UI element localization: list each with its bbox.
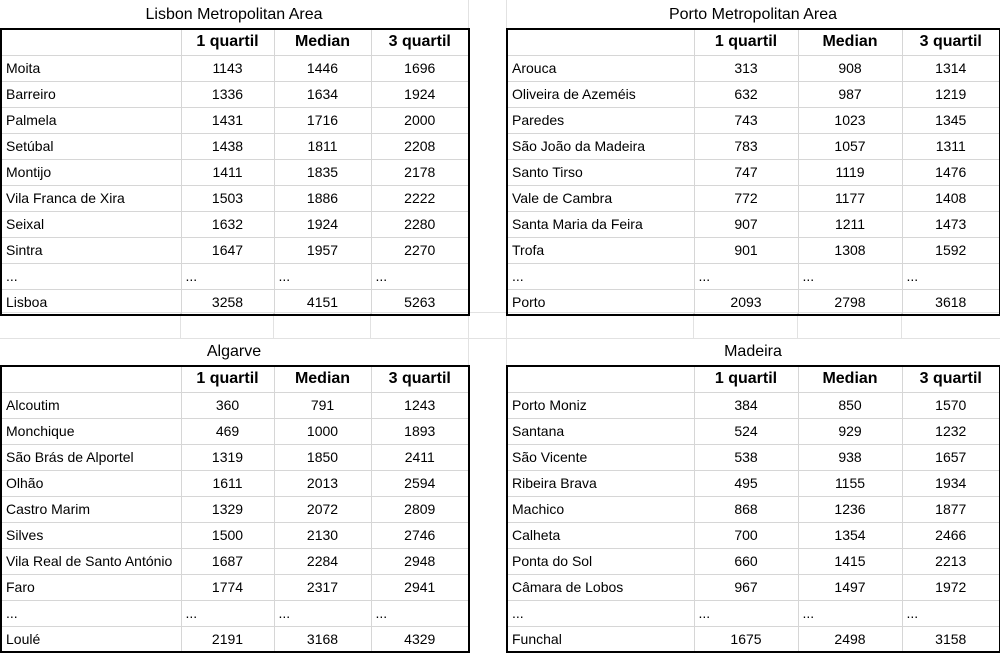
header-cell-empty <box>1 366 181 392</box>
value-cell: 1319 <box>181 444 274 470</box>
municipality-cell: Calheta <box>507 522 694 548</box>
value-cell: 660 <box>694 548 798 574</box>
municipality-cell: Seixal <box>1 211 181 237</box>
municipality-cell: Palmela <box>1 107 181 133</box>
value-cell: 1476 <box>902 159 1000 185</box>
value-cell: 1500 <box>181 522 274 548</box>
value-cell: 747 <box>694 159 798 185</box>
table-row <box>507 237 1000 263</box>
value-cell: ... <box>371 600 469 626</box>
table-row <box>507 107 1000 133</box>
header-cell-empty <box>507 366 694 392</box>
value-cell: 313 <box>694 55 798 81</box>
value-cell: 2208 <box>371 133 469 159</box>
value-cell: 1687 <box>181 548 274 574</box>
table-row <box>507 289 1000 315</box>
table-row <box>1 133 469 159</box>
value-cell: 2191 <box>181 626 274 652</box>
header-cell: 3 quartil <box>902 29 1000 55</box>
value-cell: 907 <box>694 211 798 237</box>
municipality-cell: Setúbal <box>1 133 181 159</box>
municipality-cell: ... <box>1 600 181 626</box>
value-cell: 1311 <box>902 133 1000 159</box>
value-cell: 2798 <box>798 289 902 315</box>
table-row <box>1 418 469 444</box>
value-cell: 1119 <box>798 159 902 185</box>
value-cell: 1774 <box>181 574 274 600</box>
header-cell-empty <box>1 29 181 55</box>
value-cell: 791 <box>274 392 371 418</box>
value-cell: 1877 <box>902 496 1000 522</box>
municipality-cell: Alcoutim <box>1 392 181 418</box>
value-cell: 4151 <box>274 289 371 315</box>
table-row <box>1 55 469 81</box>
municipality-cell: Ponta do Sol <box>507 548 694 574</box>
municipality-cell: Silves <box>1 522 181 548</box>
value-cell: 469 <box>181 418 274 444</box>
municipality-cell: Moita <box>1 55 181 81</box>
value-cell: 384 <box>694 392 798 418</box>
table-row <box>507 392 1000 418</box>
value-cell: 2280 <box>371 211 469 237</box>
value-cell: 2013 <box>274 470 371 496</box>
table-row <box>1 392 469 418</box>
table-row <box>507 574 1000 600</box>
value-cell: 1314 <box>902 55 1000 81</box>
municipality-cell: Paredes <box>507 107 694 133</box>
value-cell: ... <box>274 600 371 626</box>
header-cell: 3 quartil <box>902 366 1000 392</box>
municipality-cell: São João da Madeira <box>507 133 694 159</box>
value-cell: 1957 <box>274 237 371 263</box>
table-row <box>1 548 469 574</box>
table-row <box>1 263 469 289</box>
value-cell: 5263 <box>404 293 436 310</box>
value-cell: 538 <box>694 444 798 470</box>
value-cell: 1000 <box>274 418 371 444</box>
table-row <box>507 522 1000 548</box>
table-row <box>507 444 1000 470</box>
value-cell: ... <box>902 263 1000 289</box>
value-cell: 2000 <box>371 107 469 133</box>
value-cell: 2213 <box>902 548 1000 574</box>
value-cell: 3168 <box>274 626 371 652</box>
header-cell: Median <box>274 29 371 55</box>
value-cell: 2809 <box>371 496 469 522</box>
table-row <box>1 237 469 263</box>
value-cell: 3618 <box>935 293 967 310</box>
value-cell: 360 <box>181 392 274 418</box>
value-cell: 850 <box>798 392 902 418</box>
value-cell: 3258 <box>181 289 274 315</box>
value-cell: 1023 <box>798 107 902 133</box>
value-cell: 1972 <box>902 574 1000 600</box>
value-cell: 1657 <box>902 444 1000 470</box>
municipality-cell: Funchal <box>507 626 694 652</box>
value-cell: ... <box>181 263 274 289</box>
value-cell: 1345 <box>902 107 1000 133</box>
data-table <box>0 28 470 316</box>
value-cell: 868 <box>694 496 798 522</box>
value-cell: 1473 <box>902 211 1000 237</box>
value-cell: 1592 <box>902 237 1000 263</box>
municipality-cell: Oliveira de Azeméis <box>507 81 694 107</box>
table-title: Lisbon Metropolitan Area <box>145 6 323 23</box>
value-cell: 1143 <box>181 55 274 81</box>
value-cell: ... <box>694 263 798 289</box>
value-cell: ... <box>798 600 902 626</box>
municipality-cell: Santo Tirso <box>507 159 694 185</box>
value-cell: 987 <box>798 81 902 107</box>
header-cell: 3 quartil <box>371 29 469 55</box>
value-cell: 929 <box>798 418 902 444</box>
table-row <box>1 444 469 470</box>
value-cell: ... <box>371 263 469 289</box>
value-cell: 1236 <box>798 496 902 522</box>
value-cell: 1924 <box>371 81 469 107</box>
value-cell: 743 <box>694 107 798 133</box>
value-cell: 2093 <box>694 289 798 315</box>
value-cell: 1696 <box>371 55 469 81</box>
value-cell: 4329 <box>404 630 436 647</box>
table-header-row <box>507 366 1000 392</box>
table-row <box>1 496 469 522</box>
value-cell: 1336 <box>181 81 274 107</box>
value-cell: 1934 <box>902 470 1000 496</box>
table-header-row <box>1 29 469 55</box>
value-cell: 1716 <box>274 107 371 133</box>
value-cell: 1570 <box>902 392 1000 418</box>
value-cell: 1415 <box>798 548 902 574</box>
table-row <box>507 185 1000 211</box>
municipality-cell: Lisboa <box>1 289 181 315</box>
table-title: Madeira <box>724 343 782 360</box>
table-row <box>1 574 469 600</box>
value-cell: 2222 <box>371 185 469 211</box>
municipality-cell: Ribeira Brava <box>507 470 694 496</box>
value-cell: 2317 <box>274 574 371 600</box>
value-cell: 1408 <box>902 185 1000 211</box>
table-row <box>507 133 1000 159</box>
table-row <box>507 159 1000 185</box>
municipality-cell: Vale de Cambra <box>507 185 694 211</box>
value-cell: 1893 <box>371 418 469 444</box>
value-cell: 1211 <box>798 211 902 237</box>
municipality-cell: São Brás de Alportel <box>1 444 181 470</box>
value-cell: 2284 <box>274 548 371 574</box>
header-cell: 1 quartil <box>694 29 798 55</box>
table-header-row <box>507 29 1000 55</box>
header-cell: Median <box>798 29 902 55</box>
municipality-cell: Trofa <box>507 237 694 263</box>
value-cell: 1308 <box>798 237 902 263</box>
table-row <box>1 211 469 237</box>
value-cell: 1850 <box>274 444 371 470</box>
municipality-cell: Monchique <box>1 418 181 444</box>
municipality-cell: Loulé <box>1 626 181 652</box>
value-cell: 1243 <box>371 392 469 418</box>
value-cell: 2498 <box>798 626 902 652</box>
header-cell: 1 quartil <box>694 366 798 392</box>
value-cell: 938 <box>798 444 902 470</box>
value-cell: 772 <box>694 185 798 211</box>
table-row <box>507 496 1000 522</box>
value-cell: 1497 <box>798 574 902 600</box>
municipality-cell: Porto <box>507 289 694 315</box>
table-row <box>1 289 469 315</box>
value-cell: 2594 <box>371 470 469 496</box>
value-cell: 1835 <box>274 159 371 185</box>
value-cell: 2178 <box>371 159 469 185</box>
data-table <box>0 365 470 653</box>
value-cell: 700 <box>694 522 798 548</box>
table-title: Algarve <box>206 343 262 360</box>
value-cell: 1057 <box>798 133 902 159</box>
table-row <box>1 159 469 185</box>
table-row <box>1 81 469 107</box>
table-row <box>1 522 469 548</box>
value-cell: 1431 <box>181 107 274 133</box>
municipality-cell: Faro <box>1 574 181 600</box>
municipality-cell: Santana <box>507 418 694 444</box>
value-cell: 1634 <box>274 81 371 107</box>
value-cell: 2130 <box>274 522 371 548</box>
header-cell: Median <box>798 366 902 392</box>
value-cell: 1329 <box>181 496 274 522</box>
header-cell: Median <box>274 366 371 392</box>
municipality-cell: ... <box>507 263 694 289</box>
municipality-cell: Câmara de Lobos <box>507 574 694 600</box>
table-row <box>507 600 1000 626</box>
value-cell: 2948 <box>371 548 469 574</box>
data-table <box>506 28 1000 316</box>
value-cell: 1647 <box>181 237 274 263</box>
header-cell: 1 quartil <box>181 29 274 55</box>
municipality-cell: ... <box>507 600 694 626</box>
table-row <box>507 55 1000 81</box>
value-cell: 3158 <box>935 630 967 647</box>
municipality-cell: Santa Maria da Feira <box>507 211 694 237</box>
value-cell: 1446 <box>274 55 371 81</box>
value-cell: ... <box>274 263 371 289</box>
table-row <box>1 470 469 496</box>
municipality-cell: Sintra <box>1 237 181 263</box>
value-cell: 1632 <box>181 211 274 237</box>
value-cell: 1219 <box>902 81 1000 107</box>
value-cell: 1886 <box>274 185 371 211</box>
value-cell: ... <box>902 600 1000 626</box>
value-cell: 632 <box>694 81 798 107</box>
table-row <box>1 626 469 652</box>
value-cell: 901 <box>694 237 798 263</box>
municipality-cell: Olhão <box>1 470 181 496</box>
table-row <box>507 81 1000 107</box>
municipality-cell: São Vicente <box>507 444 694 470</box>
table-row <box>507 626 1000 652</box>
table-row <box>507 211 1000 237</box>
table-row <box>1 600 469 626</box>
table-header-row <box>1 366 469 392</box>
table-row <box>507 470 1000 496</box>
value-cell: 1611 <box>181 470 274 496</box>
municipality-cell: Montijo <box>1 159 181 185</box>
municipality-cell: Vila Franca de Xira <box>1 185 181 211</box>
value-cell: 2466 <box>902 522 1000 548</box>
value-cell: ... <box>181 600 274 626</box>
municipality-cell: Arouca <box>507 55 694 81</box>
value-cell: 1503 <box>181 185 274 211</box>
table-row <box>1 107 469 133</box>
table-title: Porto Metropolitan Area <box>668 6 838 23</box>
value-cell: 1232 <box>902 418 1000 444</box>
header-cell: 1 quartil <box>181 366 274 392</box>
municipality-cell: Vila Real de Santo António <box>1 548 181 574</box>
table-row <box>507 548 1000 574</box>
value-cell: 967 <box>694 574 798 600</box>
value-cell: 1411 <box>181 159 274 185</box>
municipality-cell: Porto Moniz <box>507 392 694 418</box>
value-cell: 524 <box>694 418 798 444</box>
value-cell: 2411 <box>371 444 469 470</box>
table-row <box>507 418 1000 444</box>
value-cell: 2270 <box>371 237 469 263</box>
value-cell: 1177 <box>798 185 902 211</box>
data-table <box>506 365 1000 653</box>
value-cell: 1354 <box>798 522 902 548</box>
value-cell: 1438 <box>181 133 274 159</box>
value-cell: 495 <box>694 470 798 496</box>
municipality-cell: Castro Marim <box>1 496 181 522</box>
municipality-cell: Barreiro <box>1 81 181 107</box>
value-cell: 1155 <box>798 470 902 496</box>
municipality-cell: Machico <box>507 496 694 522</box>
table-row <box>507 263 1000 289</box>
value-cell: 908 <box>798 55 902 81</box>
header-cell: 3 quartil <box>371 366 469 392</box>
municipality-cell: ... <box>1 263 181 289</box>
value-cell: 2746 <box>371 522 469 548</box>
value-cell: 1811 <box>274 133 371 159</box>
header-cell-empty <box>507 29 694 55</box>
value-cell: 783 <box>694 133 798 159</box>
value-cell: 1675 <box>694 626 798 652</box>
value-cell: ... <box>694 600 798 626</box>
value-cell: 2072 <box>274 496 371 522</box>
value-cell: 1924 <box>274 211 371 237</box>
table-row <box>1 185 469 211</box>
value-cell: ... <box>798 263 902 289</box>
value-cell: 2941 <box>371 574 469 600</box>
